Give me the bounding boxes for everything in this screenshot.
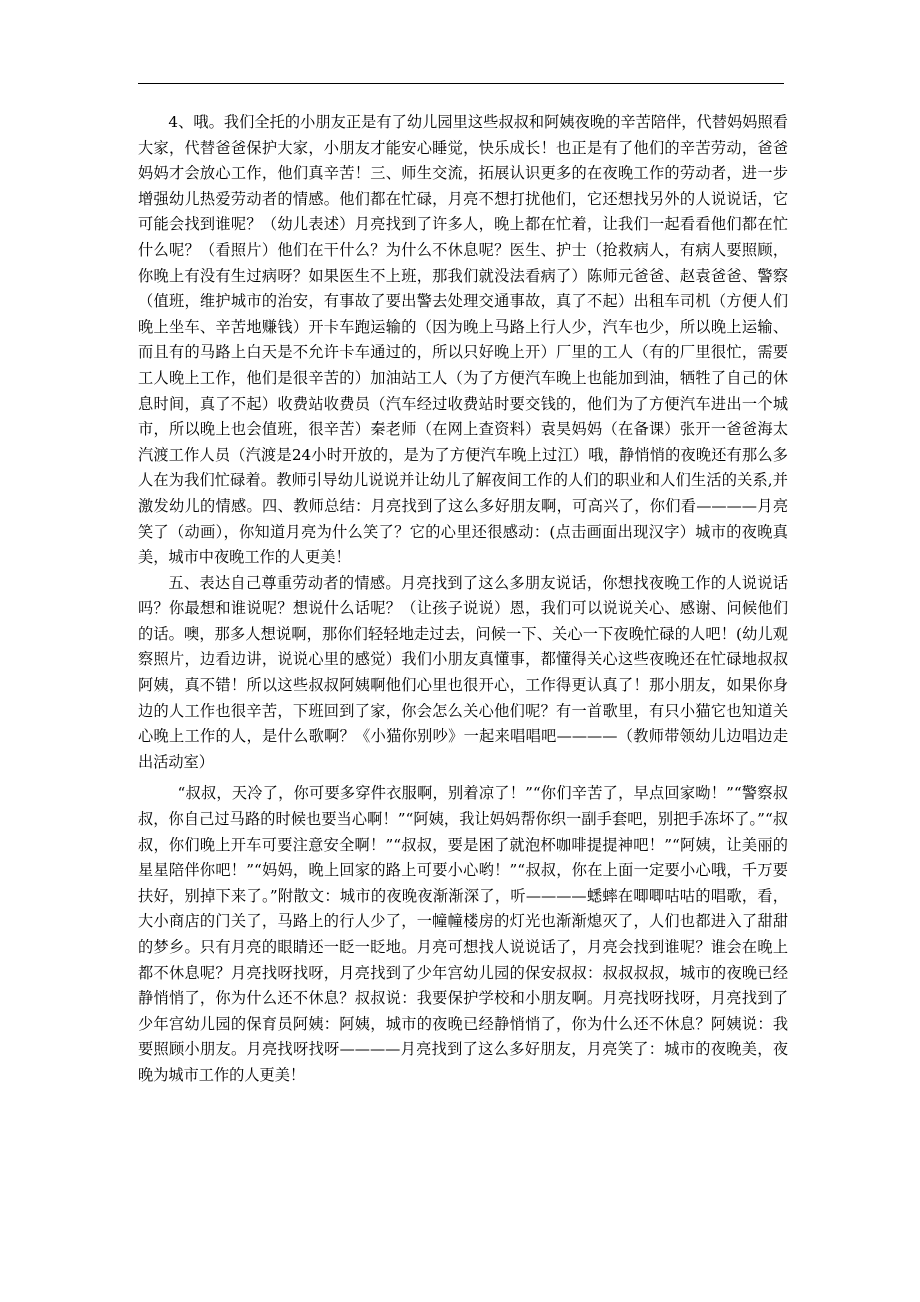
document-body <box>138 110 788 1089</box>
paragraph-3: “叔叔，天冷了，你可要多穿件衣服啊，别着凉了！”“你们辛苦了，早点回家呦！”“警察叔叔，你自己过马路的时候也要当心啊！”“阿姨，我让妈妈帮你织一副手套吧，别把手冻坏了。”“叔叔，你们晚上开车可要注意安全啊！”“叔叔，要是困了就泡杯咖啡提提神吧！”“阿姨，让美丽的星星陪伴你吧！”“妈妈，晚上回家的路上可要小心哟！”“叔叔，你在上面一定要小心哦，千万要扶好，别掉下来了。”附散文：城市的夜晚夜渐渐深了，听————蟋蟀在唧唧咕咕的唱歌，看，大小商店的门关了，马路上的行人少了，一幢幢楼房的灯光也渐渐熄灭了，人们也都进入了甜甜的梦乡。只有月亮的眼睛还一眨一眨地。月亮可想找人说说话了，月亮会找到谁呢？谁会在晚上都不休息呢？月亮找呀找呀，月亮找到了少年宫幼儿园的保安叔叔：叔叔叔叔，城市的夜晚已经静悄悄了，你为什么还不休息？叔叔说：我要保护学校和小朋友啊。月亮找呀找呀，月亮找到了少年宫幼儿园的保育员阿姨：阿姨，城市的夜晚已经静悄悄了，你为什么还不休息？阿姨说：我要照顾小朋友。月亮找呀找呀————月亮找到了这么多好朋友，月亮笑了：城市的夜晚美，夜晚为城市工作的人更美！ <box>138 784 788 1084</box>
paragraph-2: 五、表达自己尊重劳动者的情感。月亮找到了这么多朋友说话，你想找夜晚工作的人说说话吗？你最想和谁说呢？想说什么话呢？（让孩子说说）恩，我们可以说说关心、感谢、问候他们的话。噢，那多人想说啊，那你们轻轻地走过去，问候一下、关心一下夜晚忙碌的人吧！(幼儿观察照片，边看边讲，说说心里的感觉）我们小朋友真懂事，都懂得关心这些夜晚还在忙碌地叔叔阿姨，真不错！所以这些叔叔阿姨啊他们心里也很开心，工作得更认真了！那小朋友，如果你身边的人工作也很辛苦，下班回到了家，你会怎么关心他们呢？有一首歌里，有只小猫它也知道关心晚上工作的人，是什么歌啊？《小猫你别吵》一起来唱唱吧————（教师带领幼儿边唱边走出活动室） <box>138 573 788 771</box>
paragraph-1: 4、哦。我们全托的小朋友正是有了幼儿园里这些叔叔和阿姨夜晚的辛苦陪伴，代替妈妈照看大家，代替爸爸保护大家，小朋友才能安心睡觉，快乐成长！也正是有了他们的辛苦劳动，爸爸妈妈才会放心工作，他们真辛苦！三、师生交流，拓展认识更多的在夜晚工作的劳动者，进一步增强幼儿热爱劳动者的情感。他们都在忙碌，月亮不想打扰他们，它还想找另外的人说说话，它可能会找到谁呢？（幼儿表述）月亮找到了许多人，晚上都在忙着，让我们一起看看他们都在忙什么呢？（看照片）他们在干什么？为什么不休息呢？医生、护士（抢救病人，有病人要照顾，你晚上有没有生过病呀？如果医生不上班，那我们就没法看病了）陈师元爸爸、赵袁爸爸、警察（值班，维护城市的治安，有事故了要出警去处理交通事故，真了不起）出租车司机（方便人们晚上坐车、辛苦地赚钱）开卡车跑运输的（因为晚上马路上行人少，汽车也少，所以晚上运输、而且有的马路上白天是不允许卡车通过的，所以只好晚上开）厂里的工人（有的厂里很忙，需要工人晚上工作，他们是很辛苦的）加油站工人（为了方便汽车晚上也能加到油，牺牲了自己的休息时间，真了不起）收费站收费员（汽车经过收费站时要交钱的，他们为了方便汽车进出一个城市，所以晚上也会值班，很辛苦）秦老师（在网上查资料）袁昊妈妈（在备课）张开一爸爸海太汽渡工作人员（汽渡是24小时开放的，是为了方便汽车晚上过江）哦，静悄悄的夜晚还有那么多人在为我们忙碌着。教师引导幼儿说说并让幼儿了解夜间工作的人们的职业和人们生活的关系,并激发幼儿的情感。四、教师总结：月亮找到了这么多好朋友啊，可高兴了，你们看————月亮笑了（动画），你知道月亮为什么笑了？它的心里还很感动：(点击画面出现汉字）城市的夜晚真美，城市中夜晚工作的人更美！ <box>138 113 788 567</box>
header-rule <box>138 83 784 84</box>
